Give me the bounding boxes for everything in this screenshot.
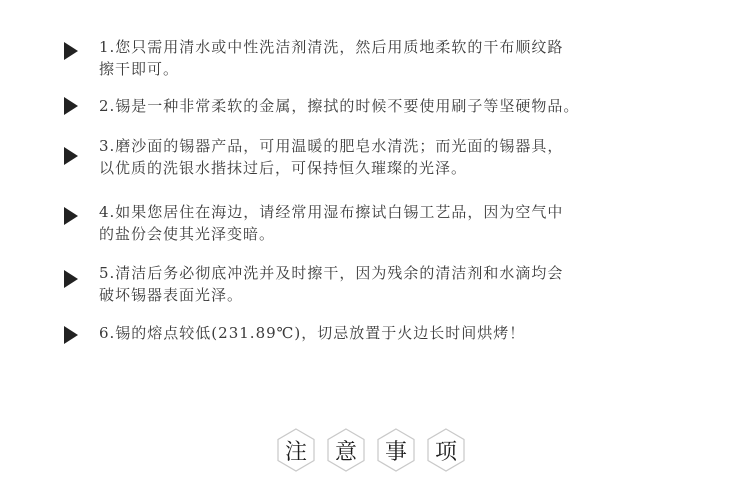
triangle-bullet-icon	[64, 97, 78, 115]
note-text	[99, 201, 709, 245]
note-line: 6.锡的熔点较低(231.89℃)，切忌放置于火边长时间烘烤！	[99, 324, 526, 342]
triangle-bullet-icon	[64, 42, 78, 60]
note-line: 破坏锡器表面光泽。	[99, 286, 244, 304]
note-text	[99, 322, 709, 344]
triangle-bullet-icon	[64, 147, 78, 165]
note-text	[99, 36, 709, 80]
note-line: 1.您只需用清水或中性洗洁剂清洗，然后用质地柔软的干布顺纹路	[99, 38, 564, 56]
footer-char: 事	[384, 439, 407, 465]
note-line: 2.锡是一种非常柔软的金属，擦拭的时候不要使用刷子等坚硬物品。	[99, 97, 580, 115]
footer-title	[277, 428, 465, 472]
note-text	[99, 95, 709, 117]
footer-char: 意	[334, 439, 357, 465]
triangle-bullet-icon	[64, 270, 78, 288]
footer-char: 注	[284, 439, 307, 465]
note-line: 4.如果您居住在海边，请经常用湿布擦试白锡工艺品，因为空气中	[99, 203, 564, 221]
note-text	[99, 262, 709, 306]
hexagon-frame	[427, 428, 465, 472]
note-line: 的盐份会使其光泽变暗。	[99, 225, 276, 243]
hexagon-frame	[377, 428, 415, 472]
note-line: 以优质的洗银水揩抹过后，可保持恒久璀璨的光泽。	[99, 159, 468, 177]
note-line: 5.清洁后务必彻底冲洗并及时擦干，因为残余的清洁剂和水滴均会	[99, 264, 564, 282]
footer-char: 项	[434, 439, 457, 465]
triangle-bullet-icon	[64, 326, 78, 344]
note-text	[99, 135, 709, 179]
note-line: 擦干即可。	[99, 60, 180, 78]
triangle-bullet-icon	[64, 207, 78, 225]
hexagon-frame	[327, 428, 365, 472]
note-line: 3.磨沙面的锡器产品，可用温暖的肥皂水清洗；而光面的锡器具，	[99, 137, 564, 155]
hexagon-frame	[277, 428, 315, 472]
